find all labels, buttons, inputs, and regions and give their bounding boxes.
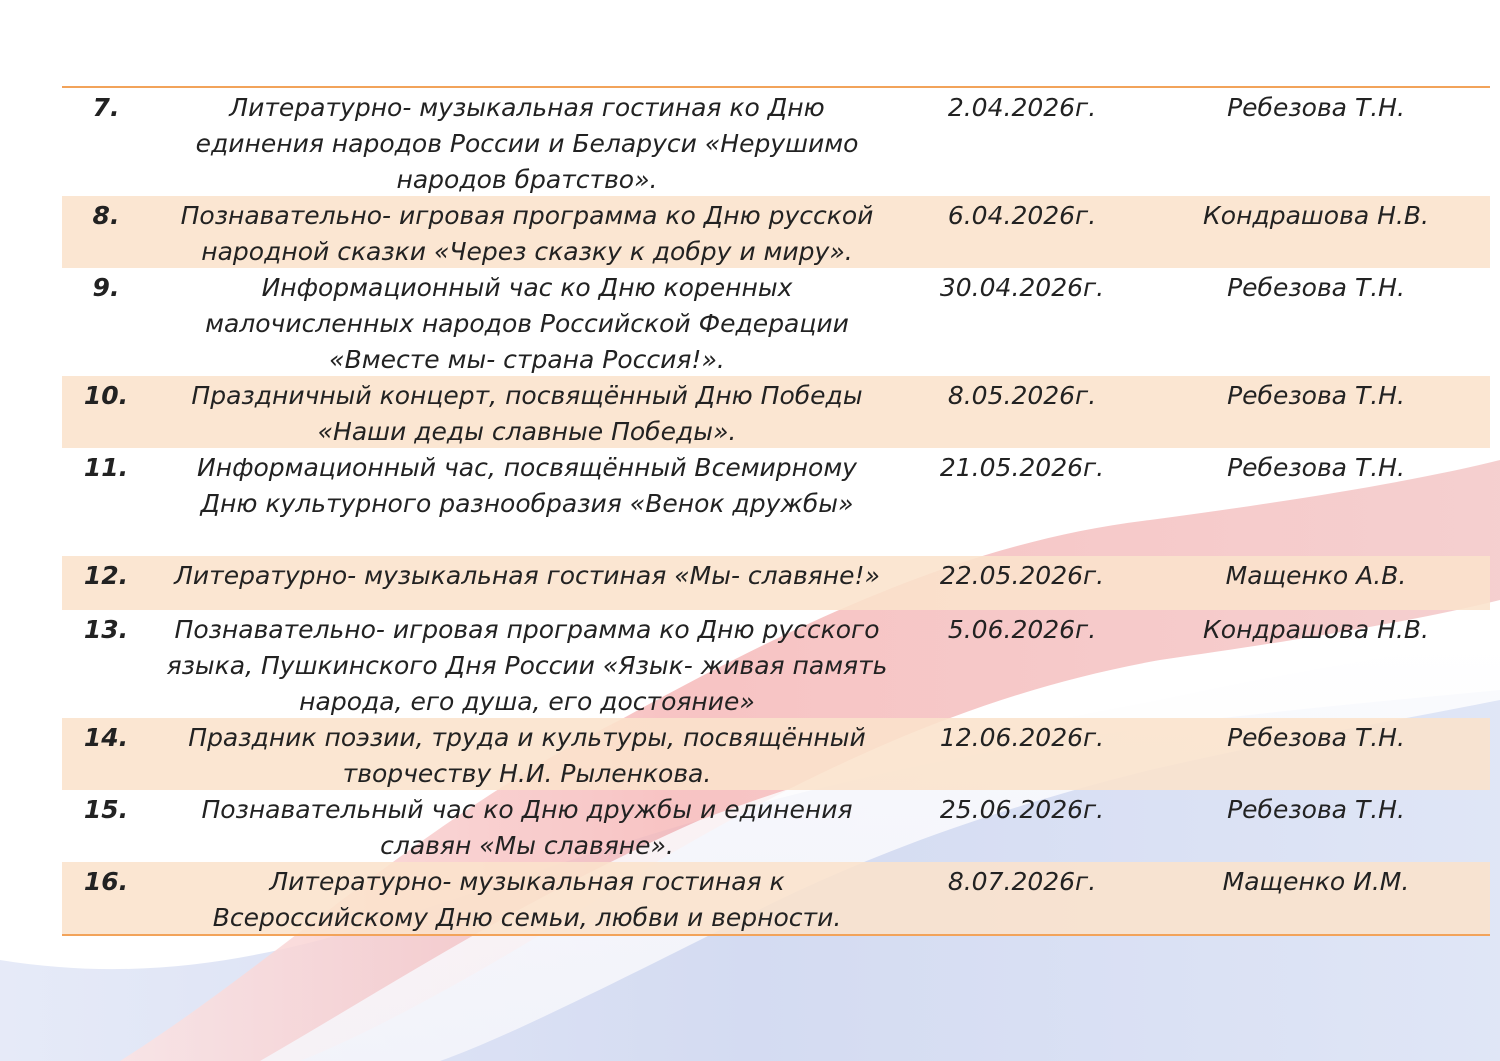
row-number: 9.	[92, 273, 120, 302]
table-row	[62, 556, 1490, 610]
event-date: 25.06.2026г.	[939, 795, 1105, 824]
event-responsible: Кондрашова Н.В.	[1203, 615, 1429, 644]
event-responsible: Мащенко А.В.	[1225, 561, 1407, 590]
event-date: 6.04.2026г.	[947, 201, 1097, 230]
event-responsible: Ребезова Т.Н.	[1227, 453, 1405, 482]
event-title: Информационный час, посвящённый Всемирному Дню культурного разнообразия «Венок дружбы»	[197, 453, 857, 518]
event-title: Литературно- музыкальная гостиная «Мы- славяне!»	[174, 561, 880, 590]
event-responsible: Мащенко И.М.	[1222, 867, 1410, 896]
row-number: 16.	[83, 867, 129, 896]
event-responsible: Ребезова Т.Н.	[1227, 723, 1405, 752]
table-row	[62, 268, 1490, 376]
table-row	[62, 790, 1490, 862]
table-row	[62, 376, 1490, 448]
event-title: Познавательно- игровая программа ко Дню русской народной сказки «Через сказку к добру и миру».	[180, 201, 874, 266]
table-row	[62, 448, 1490, 556]
event-title: Познавательно- игровая программа ко Дню русского языка, Пушкинского Дня России «Язык- живая память народа, его душа, его достояние»	[166, 615, 888, 716]
event-title: Праздник поэзии, труда и культуры, посвящённый творчеству Н.И. Рыленкова.	[188, 723, 866, 788]
row-number: 7.	[92, 93, 120, 122]
event-title: Информационный час ко Дню коренных малочисленных народов Российской Федерации «Вместе мы- страна Россия!».	[205, 273, 849, 374]
table-row	[62, 718, 1490, 790]
event-date: 5.06.2026г.	[947, 615, 1097, 644]
event-title: Литературно- музыкальная гостиная к Всероссийскому Дню семьи, любви и верности.	[212, 867, 842, 932]
event-responsible: Ребезова Т.Н.	[1227, 795, 1405, 824]
events-table	[62, 86, 1490, 936]
event-date: 30.04.2026г.	[939, 273, 1105, 302]
event-date: 22.05.2026г.	[939, 561, 1105, 590]
table-row	[62, 610, 1490, 718]
event-responsible: Кондрашова Н.В.	[1203, 201, 1429, 230]
event-title: Праздничный концерт, посвящённый Дню Победы «Наши деды славные Победы».	[191, 381, 863, 446]
event-title: Познавательный час ко Дню дружбы и единения славян «Мы славяне».	[201, 795, 853, 860]
event-date: 8.05.2026г.	[947, 381, 1097, 410]
row-number: 14.	[83, 723, 129, 752]
table-row	[62, 196, 1490, 268]
event-title: Литературно- музыкальная гостиная ко Дню единения народов России и Беларуси «Нерушимо народов братство».	[195, 93, 859, 194]
row-number: 8.	[92, 201, 120, 230]
event-date: 2.04.2026г.	[947, 93, 1097, 122]
row-number: 10.	[83, 381, 129, 410]
event-date: 8.07.2026г.	[947, 867, 1097, 896]
event-responsible: Ребезова Т.Н.	[1227, 273, 1405, 302]
row-number: 15.	[83, 795, 129, 824]
table-row	[62, 862, 1490, 934]
row-number: 13.	[83, 615, 129, 644]
row-number: 12.	[83, 561, 129, 590]
event-responsible: Ребезова Т.Н.	[1227, 93, 1405, 122]
event-date: 21.05.2026г.	[939, 453, 1105, 482]
event-responsible: Ребезова Т.Н.	[1227, 381, 1405, 410]
event-date: 12.06.2026г.	[939, 723, 1105, 752]
row-number: 11.	[83, 453, 129, 482]
table-row	[62, 88, 1490, 196]
